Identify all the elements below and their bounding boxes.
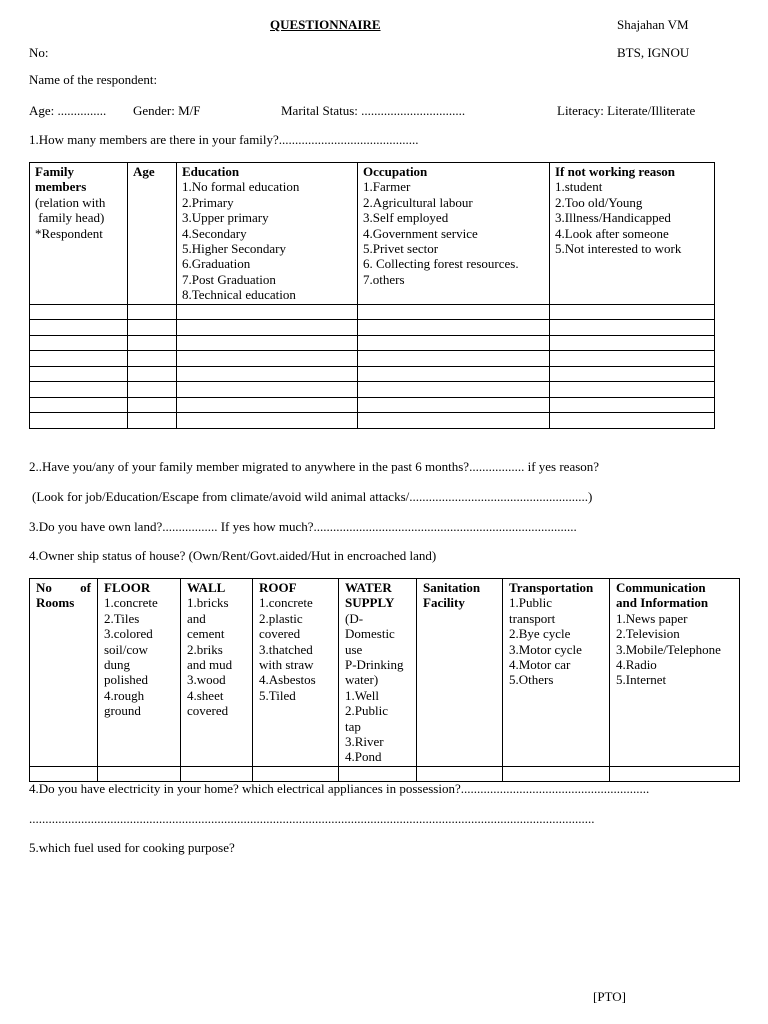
entry-cell[interactable]: [30, 335, 128, 351]
option-item: 1.Farmer: [363, 179, 411, 195]
column-heading: Family: [35, 164, 74, 179]
entry-cell[interactable]: [30, 382, 128, 398]
rooms-header: [30, 579, 98, 767]
entry-cell[interactable]: [550, 413, 715, 429]
option-item: soil/cow: [104, 641, 149, 657]
water-supply-header: [339, 579, 417, 767]
occupation-header: [358, 163, 550, 305]
option-item: 3.Self employed: [363, 210, 449, 226]
education-header: [177, 163, 358, 305]
option-item: covered: [259, 626, 301, 642]
page-title: QUESTIONNAIRE: [270, 17, 381, 32]
option-item: covered: [187, 703, 229, 719]
table-row: [30, 351, 715, 367]
communication-header: [610, 579, 740, 767]
column-note: (relation with: [35, 194, 106, 210]
option-item: 2.Agricultural labour: [363, 194, 473, 210]
option-item: with straw: [259, 657, 314, 673]
entry-cell[interactable]: [550, 351, 715, 367]
author-name: Shajahan VM: [617, 17, 689, 32]
option-item: 2.plastic: [259, 610, 303, 626]
option-item: ground: [104, 703, 141, 719]
entry-cell[interactable]: [177, 320, 358, 336]
entry-cell[interactable]: [550, 366, 715, 382]
entry-cell[interactable]: [177, 304, 358, 320]
entry-cell[interactable]: [358, 366, 550, 382]
option-item: 2.Public: [345, 703, 388, 719]
column-heading: Facility: [423, 595, 465, 611]
table-row: [30, 320, 715, 336]
entry-cell[interactable]: [98, 766, 181, 781]
transportation-header: [503, 579, 610, 767]
option-item: 2.Bye cycle: [509, 626, 571, 642]
option-item: 4.Radio: [616, 657, 657, 673]
entry-cell[interactable]: [30, 397, 128, 413]
wall-header: [181, 579, 253, 767]
question-4b: 4.Do you have electricity in your home? which electrical appliances in possession?..........................................................: [29, 781, 650, 796]
option-item: 1.bricks: [187, 595, 229, 611]
option-item: use: [345, 641, 363, 657]
option-item: 2.Television: [616, 626, 680, 642]
option-item: 4.rough: [104, 687, 145, 703]
entry-cell[interactable]: [550, 397, 715, 413]
entry-cell[interactable]: [550, 304, 715, 320]
option-item: 3.Mobile/Telephone: [616, 641, 721, 657]
option-item: 6.Graduation: [182, 256, 251, 272]
option-item: 5.Others: [509, 672, 554, 688]
age-header: [128, 163, 177, 305]
family-members-header: [30, 163, 128, 305]
option-item: P-Drinking: [345, 657, 404, 673]
entry-cell[interactable]: [30, 366, 128, 382]
option-item: 3.wood: [187, 672, 226, 688]
housing-facilities-table: [29, 578, 740, 782]
column-heading: FLOOR: [104, 580, 151, 595]
option-item: 5.Internet: [616, 672, 667, 688]
entry-cell[interactable]: [128, 304, 177, 320]
option-item: 2.Too old/Young: [555, 194, 643, 210]
option-item: and: [187, 610, 206, 626]
column-note: family head): [35, 210, 105, 226]
option-item: cement: [187, 626, 225, 642]
entry-cell[interactable]: [128, 397, 177, 413]
column-note: *Respondent: [35, 225, 103, 241]
roof-header: [253, 579, 339, 767]
option-item: 5.Higher Secondary: [182, 241, 286, 257]
entry-cell[interactable]: [128, 413, 177, 429]
entry-cell[interactable]: [30, 351, 128, 367]
column-heading: members: [35, 179, 87, 195]
table-row: [30, 304, 715, 320]
entry-cell[interactable]: [30, 304, 128, 320]
entry-cell[interactable]: [177, 351, 358, 367]
option-item: dung: [104, 657, 130, 673]
column-heading: Communication: [616, 580, 706, 595]
entry-cell[interactable]: [177, 366, 358, 382]
table-header-row: [30, 163, 715, 305]
option-item: 3.River: [345, 734, 384, 750]
option-item: 3.Illness/Handicapped: [555, 210, 671, 226]
table-row: [30, 366, 715, 382]
entry-cell[interactable]: [417, 766, 503, 781]
entry-cell[interactable]: [128, 382, 177, 398]
age-label: Age: ...............: [29, 103, 107, 118]
entry-cell[interactable]: [30, 320, 128, 336]
option-item: 6. Collecting forest resources.: [363, 256, 519, 272]
column-heading: Rooms: [36, 595, 75, 611]
column-heading: If not working reason: [555, 164, 676, 179]
column-heading: Sanitation: [423, 580, 481, 595]
entry-cell[interactable]: [550, 335, 715, 351]
option-item: 4.Secondary: [182, 225, 247, 241]
option-item: 3.Motor cycle: [509, 641, 582, 657]
table-row: [30, 397, 715, 413]
option-item: 7.Post Graduation: [182, 271, 276, 287]
table-row: [30, 382, 715, 398]
option-item: 2.Tiles: [104, 610, 140, 626]
entry-cell[interactable]: [358, 382, 550, 398]
entry-cell[interactable]: [177, 413, 358, 429]
table-row: [30, 335, 715, 351]
option-item: 2.briks: [187, 641, 223, 657]
column-heading: ROOF: [259, 580, 297, 595]
entry-cell[interactable]: [358, 335, 550, 351]
column-heading: No of: [36, 580, 91, 595]
option-item: 5.Tiled: [259, 687, 296, 703]
option-item: 7.others: [363, 271, 405, 287]
entry-cell[interactable]: [358, 320, 550, 336]
table-row: [30, 413, 715, 429]
entry-cell[interactable]: [358, 304, 550, 320]
column-heading: Education: [182, 164, 240, 179]
page-turn-note: [PTO]: [593, 989, 626, 1004]
number-label: No:: [29, 45, 49, 60]
entry-cell[interactable]: [177, 397, 358, 413]
column-heading: WALL: [187, 580, 226, 595]
option-item: 2.Primary: [182, 194, 234, 210]
question-3: 3.Do you have own land?................. If yes how much?.................................................................................: [29, 519, 577, 534]
gender-label: Gender: M/F: [133, 103, 201, 118]
entry-cell[interactable]: [177, 335, 358, 351]
entry-cell[interactable]: [128, 366, 177, 382]
option-item: 3.thatched: [259, 641, 313, 657]
question-4: 4.Owner ship status of house? (Own/Rent/Govt.aided/Hut in encroached land): [29, 548, 437, 563]
question-5: 5.which fuel used for cooking purpose?: [29, 840, 235, 855]
option-item: Domestic: [345, 626, 395, 642]
option-item: and mud: [187, 657, 233, 673]
entry-cell[interactable]: [253, 766, 339, 781]
option-item: 1.concrete: [259, 595, 313, 611]
entry-cell[interactable]: [128, 351, 177, 367]
entry-cell[interactable]: [181, 766, 253, 781]
entry-cell[interactable]: [358, 351, 550, 367]
option-item: (D-: [345, 610, 364, 626]
entry-cell[interactable]: [358, 413, 550, 429]
entry-cell[interactable]: [177, 382, 358, 398]
question-1: 1.How many members are there in your family?...........................................: [29, 132, 419, 147]
option-item: water): [345, 672, 379, 688]
question-2-options: (Look for job/Education/Escape from climate/avoid wild animal attacks/.......................................................): [32, 489, 593, 504]
sanitation-header: [417, 579, 503, 767]
option-item: 4.sheet: [187, 687, 224, 703]
respondent-name-label: Name of the respondent:: [29, 72, 158, 87]
column-heading: and Information: [616, 595, 709, 611]
option-item: 5.Not interested to work: [555, 241, 682, 257]
option-item: 4.Government service: [363, 225, 478, 241]
floor-header: [98, 579, 181, 767]
option-item: 1.Public: [509, 595, 552, 611]
option-item: 1.No formal education: [182, 179, 300, 195]
option-item: 4.Asbestos: [259, 672, 316, 688]
column-heading: Transportation: [509, 580, 594, 595]
option-item: 1.Well: [345, 687, 379, 703]
entry-cell[interactable]: [30, 766, 98, 781]
marital-status-label: Marital Status: ................................: [281, 103, 466, 118]
option-item: 4.Pond: [345, 749, 382, 765]
table-row: [30, 766, 740, 781]
entry-cell[interactable]: [503, 766, 610, 781]
not-working-reason-header: [550, 163, 715, 305]
column-heading: Age: [133, 164, 155, 179]
entry-cell[interactable]: [128, 335, 177, 351]
institution-label: BTS, IGNOU: [617, 45, 690, 60]
literacy-label: Literacy: Literate/Illiterate: [557, 103, 696, 118]
entry-cell[interactable]: [358, 397, 550, 413]
entry-cell[interactable]: [30, 413, 128, 429]
option-item: polished: [104, 672, 149, 688]
table-header-row: [30, 579, 740, 767]
column-heading: Occupation: [363, 164, 428, 179]
option-item: 5.Privet sector: [363, 241, 439, 257]
option-item: 1.News paper: [616, 610, 688, 626]
option-item: transport: [509, 610, 556, 626]
question-2: 2..Have you/any of your family member migrated to anywhere in the past 6 months?................. if yes reason?: [29, 459, 600, 474]
option-item: 3.Upper primary: [182, 210, 269, 226]
entry-cell[interactable]: [550, 382, 715, 398]
column-heading: SUPPLY: [345, 595, 395, 611]
option-item: 4.Look after someone: [555, 225, 669, 241]
option-item: 4.Motor car: [509, 657, 571, 673]
entry-cell[interactable]: [610, 766, 740, 781]
entry-cell[interactable]: [128, 320, 177, 336]
family-members-table: [29, 162, 715, 429]
column-heading: WATER: [345, 580, 392, 595]
option-item: 3.colored: [104, 626, 153, 642]
option-item: 8.Technical education: [182, 287, 296, 303]
option-item: 1.concrete: [104, 595, 158, 611]
entry-cell[interactable]: [339, 766, 417, 781]
option-item: 1.student: [555, 179, 603, 195]
option-item: tap: [345, 718, 361, 734]
answer-dotted-line: ..............................................................................................................................................................................: [29, 811, 595, 826]
entry-cell[interactable]: [550, 320, 715, 336]
